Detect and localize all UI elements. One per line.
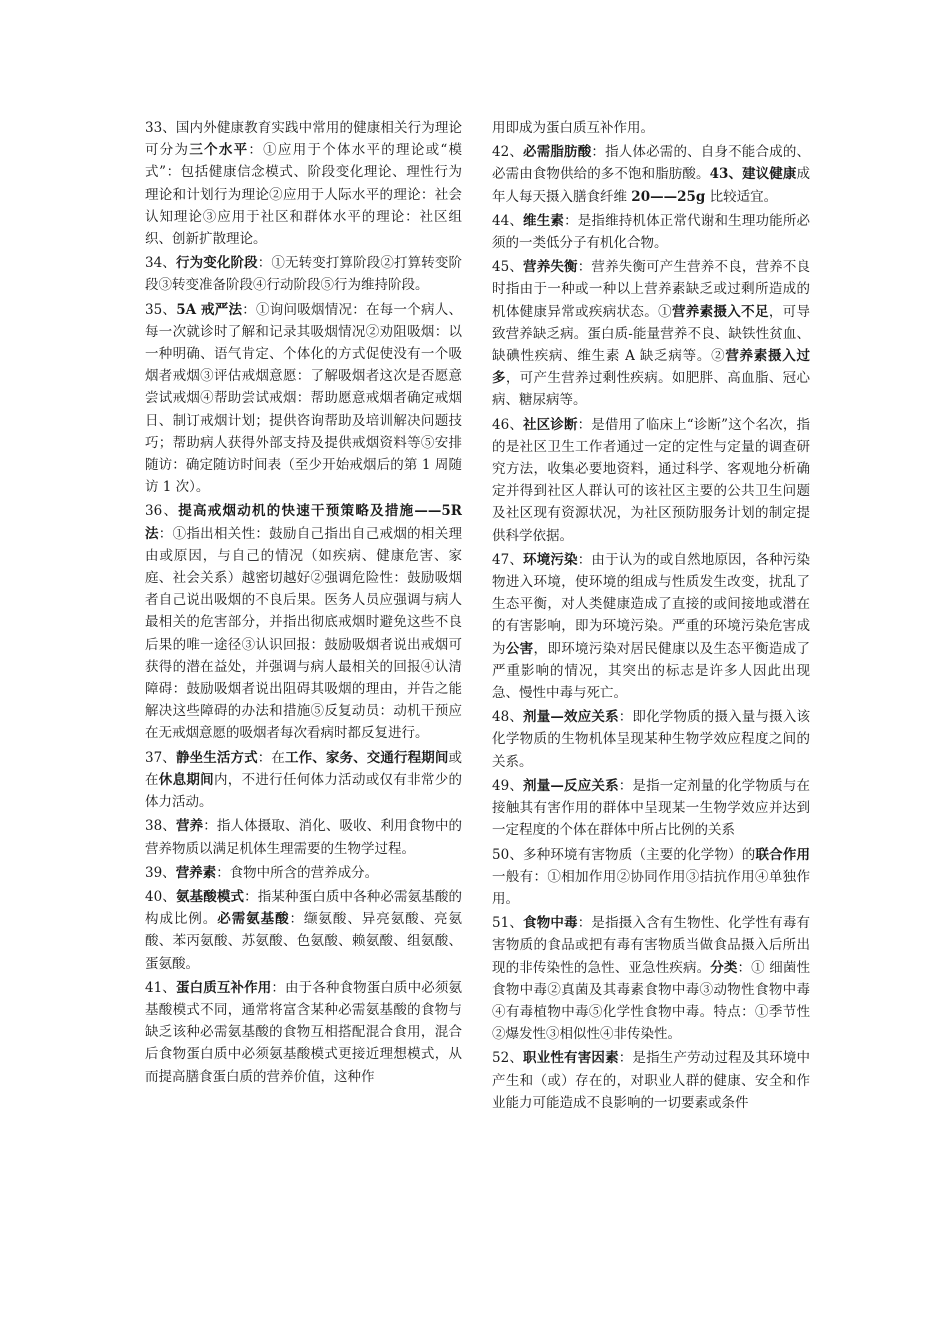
entry-text: ：在 <box>257 749 285 766</box>
bold-term: 营养素摄入不足 <box>671 303 769 320</box>
bold-term: 三个水平 <box>189 142 249 159</box>
left-column <box>145 117 462 1090</box>
bold-term: 氨基酸模式 <box>175 888 245 905</box>
entry-text: 47、 <box>492 551 524 568</box>
entry-text: 内，不进行任何体力活动或仅有非常少的体力活动。 <box>145 771 463 811</box>
entry-text: ：由于认为的或自然地原因，各种污染物进入环境，使环境的组成与性质发生改变，扰乱了生态平衡，对人类健康造成了直接的或间接地或潜在的有害影响，即为环境污染。严重的环境污染危害成为 <box>492 551 811 657</box>
entry-text: 42、 <box>492 144 524 161</box>
right-column <box>492 117 810 1116</box>
entry-text: ：① 细菌性食物中毒②真菌及其毒素食物中毒③动物性食物中毒④有毒植物中毒⑤化学性食物中毒。特点：①季节性②爆发性③相似性④非传染性。 <box>492 959 811 1043</box>
bold-term: 维生素 <box>523 212 565 229</box>
entry-text: 39、 <box>145 864 176 881</box>
entry-text: ：即化学物质的摄入量与摄入该化学物质的生物机体呈现某种生物学效应程度之间的关系。 <box>492 709 811 770</box>
glossary-entry <box>492 844 810 911</box>
entry-text: ：①无转变打算阶段②打算转变阶段③转变准备阶段④行动阶段⑤行为维持阶段。 <box>145 255 463 294</box>
entry-text: ，即环境污染对居民健康以及生态平衡造成了严重影响的情况，其突出的标志是许多人因此出现急、慢性中毒与死亡。 <box>492 640 811 702</box>
entry-text: 或在 <box>145 749 463 788</box>
entry-text: 48、 <box>492 709 524 726</box>
bold-term: 剂量—反应关系 <box>523 777 619 794</box>
entry-text: ：指人体必需的、自身不能合成的、必需由食物供给的多不饱和脂肪酸。 <box>492 144 811 183</box>
bold-term: 职业性有害因素 <box>523 1050 619 1067</box>
bold-term: 联合作用 <box>755 846 811 863</box>
entry-text: 41、 <box>145 979 176 996</box>
entry-text: 51、 <box>492 915 524 932</box>
entry-text: ：①指出相关性：鼓励自己指出自己戒烟的相关理由或原因，与自己的情况（如疾病、健康危害、家庭、社会关系）越密切越好②强调危险性：鼓励吸烟者自己说出吸烟的不良后果。医务人员应强调与病人最相关的危害部分，并指出彻底戒烟时避免这些不良后果的唯一途径③认识回报：鼓励吸烟者说出戒烟可获得的潜在益处，并强调与病人最相关的回报④认清障碍：鼓励吸烟者说出阻碍其吸烟的理由，并告之能解决这些障碍的办法和措施⑤反复动员：动机干预应在无戒烟意愿的吸烟者每次看病时都反复进行。 <box>145 525 463 742</box>
entry-text: 50、多种环境有害物质（主要的化学物）的 <box>492 846 756 863</box>
entry-text: ：由于各种食物蛋白质中必须氨基酸模式不同，通常将富含某种必需氨基酸的食物与缺乏该种必需氨基酸的食物互相搭配混合食用，混合后食物蛋白质中必须氨基酸模式更接近理想模式，从而提高膳食蛋白质的营养价值，这种作 <box>145 979 463 1085</box>
entry-text: 一般有：①相加作用②协同作用③拮抗作用④单独作用。 <box>492 868 810 907</box>
entry-text: ：缬氨酸、异亮氨酸、亮氨酸、苯丙氨酸、苏氨酸、色氨酸、赖氨酸、组氨酸、蛋氨酸。 <box>145 911 463 972</box>
entry-text: 37、 <box>145 749 176 766</box>
entry-text: 36、 <box>145 503 179 520</box>
entry-text: ：食物中所含的营养成分。 <box>216 864 379 881</box>
glossary-entry <box>145 117 462 250</box>
bold-term: 社区诊断 <box>522 416 578 433</box>
bold-term: 行为变化阶段 <box>175 255 258 272</box>
bold-term: 食物中毒 <box>523 915 578 932</box>
entry-text: 46、 <box>492 416 523 433</box>
bold-term: 蛋白质互补作用 <box>175 979 272 996</box>
bold-term: 必需氨基酸 <box>217 911 290 928</box>
glossary-entry <box>145 299 462 499</box>
entry-text: ：是指维持机体正常代谢和生理功能所必须的一类低分子有机化合物。 <box>492 212 811 252</box>
entry-text: ：是指生产劳动过程及其环境中产生和（或）存在的，对职业人群的健康、安全和作业能力可能造成不良影响的一切要素或条件 <box>492 1050 811 1111</box>
bold-term: 提高戒烟动机的快速干预策略及措施——5R 法 <box>145 503 462 542</box>
bold-term: 工作、家务、交通行程期间 <box>284 749 449 766</box>
glossary-entry <box>492 256 810 411</box>
glossary-entry <box>492 210 810 254</box>
glossary-entry <box>492 414 810 547</box>
glossary-entry <box>492 775 810 842</box>
entry-text: ：①询问吸烟情况：在每一个病人、每一次就诊时了解和记录其吸烟情况②劝阻吸烟：以一种明确、语气肯定、个体化的方式促使没有一个吸烟者戒烟③评估戒烟意愿：了解吸烟者这次是否愿意尝试戒烟④帮助尝试戒烟：帮助愿意戒烟者确定戒烟日、制订戒烟计划；提供咨询帮助及培训解决问题技巧；帮助病人获得外部支持及提供戒烟资料等⑤安排随访：确定随访时间表（至少开始戒烟后的第 1 周随访 1 次）。 <box>145 301 463 496</box>
glossary-entry <box>145 977 462 1088</box>
entry-text: 45、 <box>492 259 524 276</box>
bold-term: 营养 <box>175 818 204 835</box>
glossary-entry <box>492 706 810 773</box>
entry-text: 比较适宜。 <box>705 188 778 205</box>
glossary-entry <box>145 815 462 859</box>
entry-text: 44、 <box>492 212 524 229</box>
glossary-entry <box>145 500 462 744</box>
entry-text: 38、 <box>145 818 176 835</box>
entry-text: ：是指一定剂量的化学物质与在接触其有害作用的群体中呈现某一生物学效应并达到一定程度的个体在群体中所占比例的关系 <box>492 777 811 839</box>
bold-term: 营养失衡 <box>523 259 578 276</box>
glossary-entry <box>492 117 810 139</box>
glossary-entry <box>492 549 810 704</box>
entry-text: ，可导致营养缺乏病。蛋白质-能量营养不良、缺铁性贫血、缺碘性疾病、维生素 A 缺乏病等。② <box>492 303 811 365</box>
entry-text: ：①应用于个体水平的理论或“模式”：包括健康信念模式、阶段变化理论、理性行为理论和计划行为理论②应用于人际水平的理论：社会认知理论③应用于社区和群体水平的理论：社区组织、创新扩散理论。 <box>145 142 463 248</box>
glossary-entry <box>492 1047 810 1114</box>
bold-term: 43、建议健康 <box>709 166 797 183</box>
entry-text: ：指某种蛋白质中各种必需氨基酸的构成比例。 <box>145 888 462 928</box>
entry-text: 34、 <box>145 255 176 272</box>
glossary-entry <box>492 912 810 1045</box>
bold-term: 必需脂肪酸 <box>523 144 592 161</box>
glossary-entry <box>145 862 462 884</box>
glossary-entry <box>145 252 462 296</box>
glossary-entry <box>492 141 810 208</box>
bold-term: 营养素摄入过多 <box>492 348 810 387</box>
bold-term: 剂量—效应关系 <box>523 709 619 726</box>
entry-text: ：指人体摄取、消化、吸收、利用食物中的营养物质以满足机体生理需要的生物学过程。 <box>145 818 463 857</box>
entry-text: 35、 <box>145 301 177 318</box>
entry-text: 成年人每天摄入膳食纤维 <box>492 166 810 205</box>
glossary-entry <box>145 747 462 814</box>
entry-text: 52、 <box>492 1050 524 1067</box>
entry-text: 33、国内外健康教育实践中常用的健康相关行为理论可分为 <box>145 120 462 159</box>
glossary-entry <box>145 886 462 975</box>
bold-term: 分类 <box>710 959 738 976</box>
entry-text: 49、 <box>492 777 524 794</box>
bold-term: 20——25g <box>631 188 706 205</box>
entry-text: ，可产生营养过剩性疾病。如肥胖、高血脂、冠心病、糖尿病等。 <box>492 370 811 409</box>
entry-text: ：营养失衡可产生营养不良，营养不良时指由于一种或一种以上营养素缺乏或过剩所造成的机体健康异常或疾病状态。① <box>492 259 811 320</box>
bold-term: 公害 <box>505 640 534 657</box>
entry-text: 40、 <box>145 888 176 905</box>
bold-term: 5A 戒严法 <box>176 301 243 318</box>
bold-term: 环境污染 <box>523 551 578 568</box>
entry-text: ：是借用了临床上“诊断”这个名次，指的是社区卫生工作者通过一定的定性与定量的调查研究方法，收集必要地资料，通过科学、客观地分析确定并得到社区人群认可的该社区主要的公共卫生问题及社区现有资源状况，为社区预防服务计划的制定提供科学依据。 <box>492 416 810 544</box>
bold-term: 休息期间 <box>158 771 214 788</box>
entry-text: 用即成为蛋白质互补作用。 <box>492 120 654 136</box>
bold-term: 静坐生活方式 <box>175 749 258 766</box>
bold-term: 营养素 <box>175 864 217 881</box>
entry-text: ：是指摄入含有生物性、化学性有毒有害物质的食品或把有毒有害物质当做食品摄入后所出现的非传染性的急性、亚急性疾病。 <box>492 915 811 976</box>
